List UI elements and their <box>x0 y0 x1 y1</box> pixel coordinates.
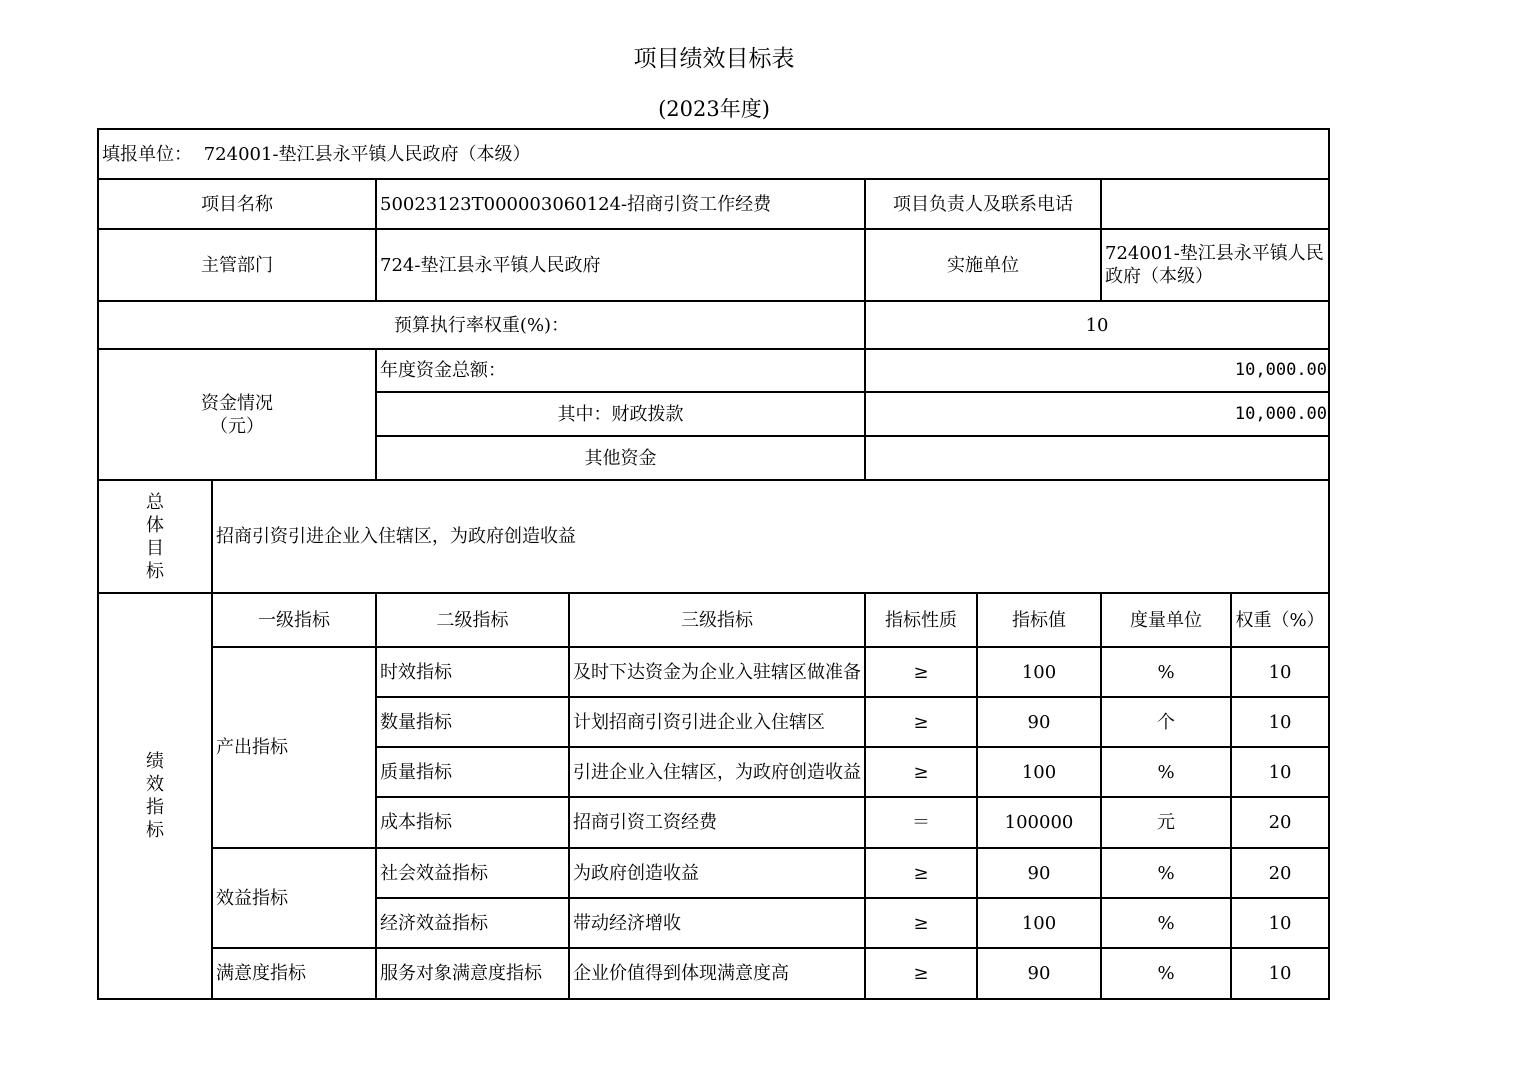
table-row <box>98 848 1329 898</box>
project-name-label: 项目名称 <box>98 179 376 229</box>
overall-goal-label-char: 目 <box>146 537 164 559</box>
indicator-nature: ≥ <box>865 948 977 999</box>
funds-label <box>98 349 376 480</box>
indicator-value: 100 <box>977 647 1101 697</box>
project-row <box>98 179 1329 229</box>
overall-goal-label-char: 总 <box>146 491 164 513</box>
indicator-unit: 元 <box>1101 797 1231 848</box>
unit-row <box>98 129 1329 179</box>
column-header: 三级指标 <box>569 593 865 647</box>
indicator-weight: 20 <box>1231 797 1329 848</box>
column-header: 指标值 <box>977 593 1101 647</box>
level2-indicator: 成本指标 <box>376 797 569 848</box>
budget-rate-label: 预算执行率权重(%)： <box>98 301 865 349</box>
indicator-nature: ≥ <box>865 898 977 948</box>
filling-unit-cell <box>98 129 1329 179</box>
level2-indicator: 时效指标 <box>376 647 569 697</box>
indicator-weight: 10 <box>1231 948 1329 999</box>
filling-unit-value: 724001-垫江县永平镇人民政府（本级） <box>203 143 531 165</box>
impl-unit-label: 实施单位 <box>865 229 1101 301</box>
indicator-unit: % <box>1101 848 1231 898</box>
indicator-value: 90 <box>977 697 1101 747</box>
level3-indicator: 及时下达资金为企业入驻辖区做准备 <box>569 647 865 697</box>
project-name-value: 50023123T000003060124-招商引资工作经费 <box>376 179 865 229</box>
performance-goal-table <box>97 128 1330 1000</box>
indicator-unit: % <box>1101 647 1231 697</box>
level3-indicator: 为政府创造收益 <box>569 848 865 898</box>
indicator-nature: ≥ <box>865 697 977 747</box>
level1-indicator: 满意度指标 <box>212 948 376 999</box>
level3-indicator: 引进企业入住辖区，为政府创造收益 <box>569 747 865 797</box>
funds-label-line2: （元） <box>210 415 264 437</box>
level3-indicator: 招商引资工资经费 <box>569 797 865 848</box>
level1-indicator: 产出指标 <box>212 647 376 848</box>
column-header: 二级指标 <box>376 593 569 647</box>
indicator-value: 90 <box>977 948 1101 999</box>
overall-goal-label-char: 标 <box>146 560 164 582</box>
dept-label: 主管部门 <box>98 229 376 301</box>
indicator-unit: 个 <box>1101 697 1231 747</box>
indicator-nature: ≥ <box>865 647 977 697</box>
page-title: 项目绩效目标表 <box>633 46 795 72</box>
indicator-nature: ≥ <box>865 848 977 898</box>
project-owner-label: 项目负责人及联系电话 <box>865 179 1101 229</box>
column-header: 指标性质 <box>865 593 977 647</box>
column-header: 权重（%） <box>1231 593 1329 647</box>
project-owner-value <box>1101 179 1329 229</box>
level3-indicator: 带动经济增收 <box>569 898 865 948</box>
budget-rate-row <box>98 301 1329 349</box>
funds-total-value: 10,000.00 <box>865 349 1329 392</box>
overall-goal-text: 招商引资引进企业入住辖区，为政府创造收益 <box>212 480 1329 593</box>
impl-unit-value: 724001-垫江县永平镇人民政府（本级） <box>1101 229 1329 301</box>
level2-indicator: 质量指标 <box>376 747 569 797</box>
funds-fiscal-label: 其中：财政拨款 <box>376 392 865 436</box>
performance-indicator-label <box>98 593 212 999</box>
level3-indicator: 企业价值得到体现满意度高 <box>569 948 865 999</box>
column-header: 度量单位 <box>1101 593 1231 647</box>
indicator-weight: 10 <box>1231 697 1329 747</box>
indicator-value: 100 <box>977 747 1101 797</box>
indicator-value: 100000 <box>977 797 1101 848</box>
funds-total-row <box>98 349 1329 392</box>
performance-indicator-label-char: 指 <box>146 797 164 818</box>
page-subtitle-year: (2023年度) <box>658 97 770 121</box>
funds-total-label: 年度资金总额： <box>376 349 865 392</box>
level2-indicator: 服务对象满意度指标 <box>376 948 569 999</box>
level1-indicator: 效益指标 <box>212 848 376 948</box>
indicator-weight: 10 <box>1231 898 1329 948</box>
level2-indicator: 数量指标 <box>376 697 569 747</box>
indicator-value: 100 <box>977 898 1101 948</box>
overall-goal-label-char: 体 <box>146 514 164 536</box>
column-header: 一级指标 <box>212 593 376 647</box>
indicator-value: 90 <box>977 848 1101 898</box>
indicator-weight: 10 <box>1231 747 1329 797</box>
overall-goal-row <box>98 480 1329 593</box>
performance-indicator-label-char: 效 <box>146 774 164 795</box>
filling-unit-label: 填报单位： <box>102 143 192 165</box>
funds-label-line1: 资金情况 <box>201 392 273 414</box>
indicator-unit: % <box>1101 948 1231 999</box>
level3-indicator: 计划招商引资引进企业入住辖区 <box>569 697 865 747</box>
indicator-nature: ≥ <box>865 747 977 797</box>
dept-value: 724-垫江县永平镇人民政府 <box>376 229 865 301</box>
funds-other-value <box>865 436 1329 480</box>
dept-row <box>98 229 1329 301</box>
performance-indicator-label-char: 标 <box>146 820 164 841</box>
budget-rate-value: 10 <box>865 301 1329 349</box>
indicator-unit: % <box>1101 898 1231 948</box>
table-row <box>98 647 1329 697</box>
performance-indicator-label-char: 绩 <box>146 751 164 772</box>
indicator-nature: ＝ <box>865 797 977 848</box>
table-row <box>98 948 1329 999</box>
indicator-header-row <box>98 593 1329 647</box>
funds-fiscal-value: 10,000.00 <box>865 392 1329 436</box>
indicator-weight: 20 <box>1231 848 1329 898</box>
funds-other-label: 其他资金 <box>376 436 865 480</box>
indicator-weight: 10 <box>1231 647 1329 697</box>
indicator-unit: % <box>1101 747 1231 797</box>
level2-indicator: 社会效益指标 <box>376 848 569 898</box>
level2-indicator: 经济效益指标 <box>376 898 569 948</box>
overall-goal-label <box>98 480 212 593</box>
